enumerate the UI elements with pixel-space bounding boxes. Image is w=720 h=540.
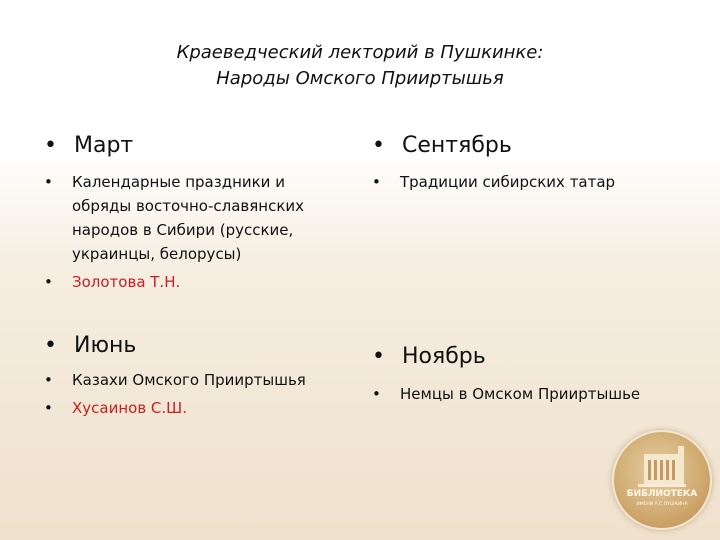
bullet: • — [372, 133, 385, 158]
speaker-name: Золотова Т.Н. — [72, 273, 181, 291]
bullet: • — [44, 371, 53, 389]
month-label: Март — [74, 133, 134, 158]
topic-june — [44, 368, 306, 392]
bullet: • — [372, 173, 381, 191]
speaker-june — [44, 396, 187, 420]
library-logo — [612, 430, 712, 530]
month-march — [44, 133, 133, 158]
month-november — [372, 344, 486, 369]
month-june — [44, 333, 136, 358]
topic-november — [372, 382, 640, 406]
bullet: • — [44, 333, 57, 358]
month-label: Сентябрь — [402, 133, 512, 158]
topic-text: Немцы в Омском Прииртышье — [400, 385, 641, 403]
logo-text-line-1: БИБЛИОТЕКА — [626, 489, 698, 499]
topic-text: Традиции сибирских татар — [400, 173, 616, 191]
month-label: Ноябрь — [402, 344, 486, 369]
slide-title — [0, 40, 720, 92]
library-building-icon — [614, 432, 710, 528]
speaker-march — [44, 270, 180, 294]
topic-september — [372, 170, 615, 194]
bullet: • — [44, 133, 57, 158]
month-label: Июнь — [74, 333, 137, 358]
topic-text: Казахи Омского Прииртышья — [72, 371, 306, 389]
logo-text-line-2: ИМЕНИ А.С.ПУШКИНА — [636, 502, 688, 507]
bullet: • — [44, 273, 53, 291]
bullet: • — [44, 173, 53, 191]
bullet: • — [372, 344, 385, 369]
title-line-1: Краеведческий лекторий в Пушкинке: — [176, 42, 544, 63]
bullet: • — [44, 399, 53, 417]
topic-march — [44, 170, 342, 266]
bullet: • — [372, 385, 381, 403]
speaker-name: Хусаинов С.Ш. — [72, 399, 187, 417]
month-september — [372, 133, 512, 158]
topic-text: Календарные праздники и обряды восточно-славянских народов в Сибири (русские, украинцы, белорусы) — [72, 173, 305, 263]
title-line-2: Народы Омского Прииртышья — [216, 68, 504, 89]
